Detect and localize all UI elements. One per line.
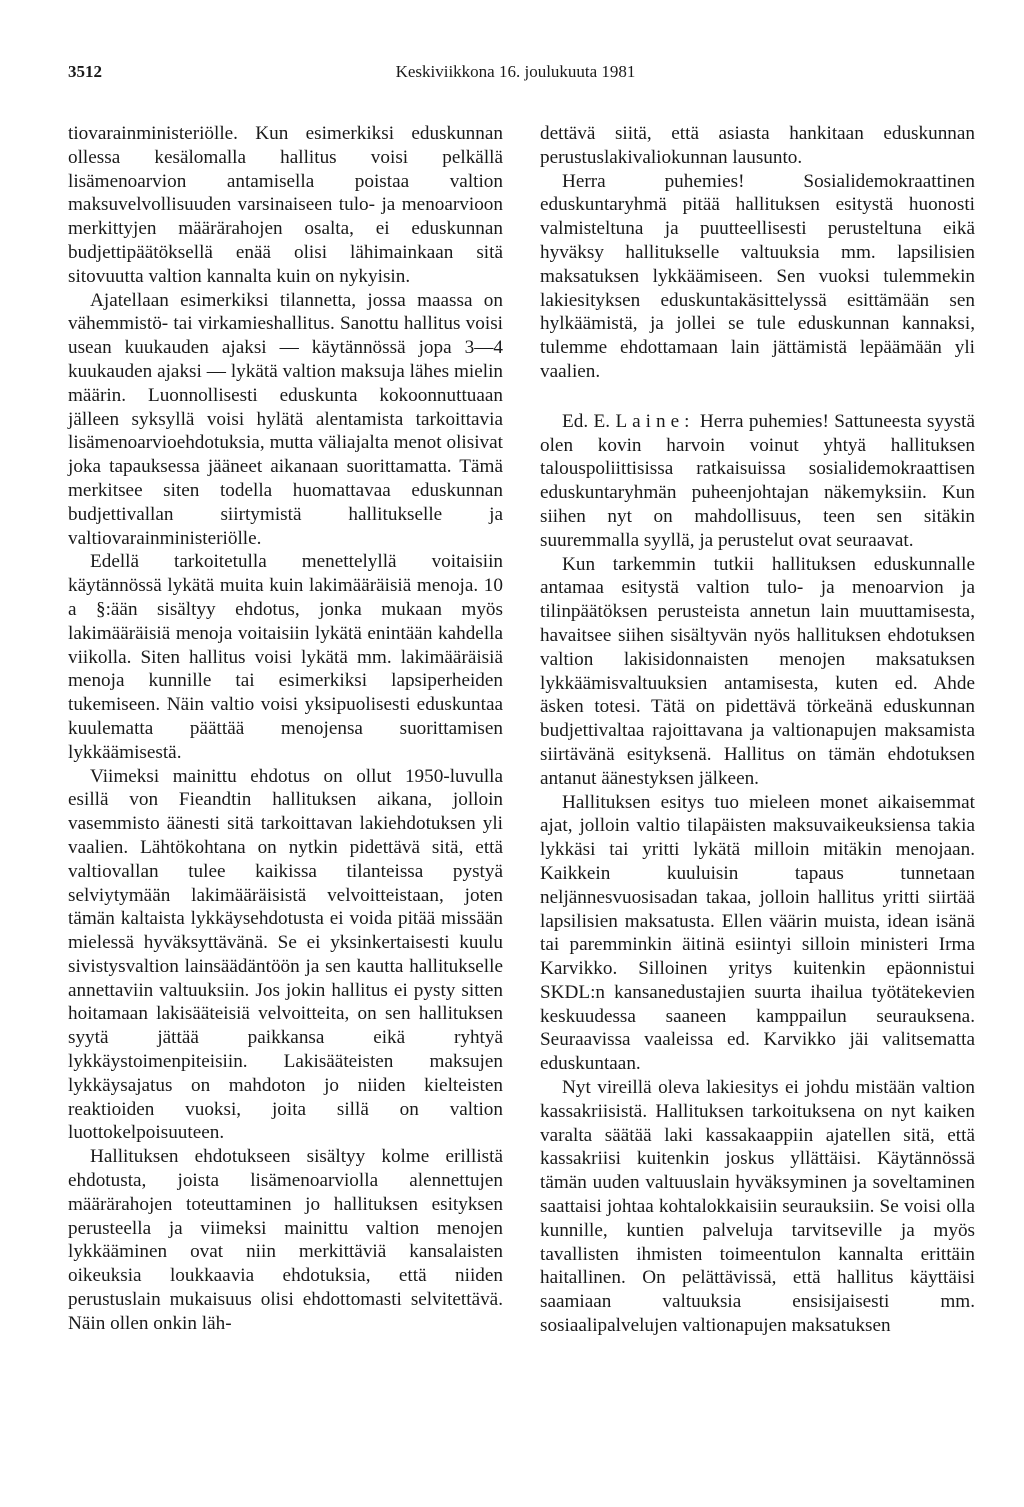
left-column [68,122,503,1336]
running-head: Keskiviikkona 16. joulukuuta 1981 [395,62,636,81]
page-header [68,62,963,90]
speaker-name: Laine: [615,410,695,432]
paragraph: dettävä siitä, että asiasta hankitaan eduskunnan perustuslakivaliokunnan lausunto. [540,123,975,168]
paragraph: Viimeksi mainittu ehdotus on ollut 1950-luvulla esillä von Fieandtin hallituksen aikana, jolloin vasemmisto äänesti sitä tarkoittavan lakiehdotuksen yli vaalien. Lähtökohtana on nytkin pidettävä sitä, että valtiovallan tulee kaikissa tilanteissa pystyä selviytymään lakimääräisistä velvoitteistaan, joten tämän kaltaista lykkäysehdotusta ei voida pitää missään mielessä hyväksyttävänä. Se ei yksinkertaisesti kuulu sivistysvaltion lainsäädäntöön ja sen kautta hallitukselle annettaviin valtuuksiin. Jos jokin hallitus ei pysty sitten hoitamaan lakisääteisiä velvoitteita, on sen hallituksen syytä jättää paikkansa eikä ryhtyä lykkäystoimenpiteisiin. Lakisääteisten maksujen lykkäysajatus on mahdoton jo niiden kielteisten reaktioiden vuoksi, joita sillä on valtion luottokelpoisuuteen. [68,765,503,1144]
paragraph: Ajatellaan esimerkiksi tilannetta, jossa maassa on vähemmistö- tai virkamieshallitus. Sanottu hallitus voisi usean kuukauden ajaksi — käytännössä jopa 3—4 kuukauden ajaksi — lykätä valtion maksuja lähes mielin määrin. Luonnollisesti eduskunta kokoonnuttuaan jälleen syksyllä voisi hylätä alentamista tarkoittavia lisämenoarvioehdotuksia, mutta väliajalta menot olisivat joka tapauksessa jääneet aikanaan suorittamatta. Tämä merkitsee siten todella huomattavaa eduskunnan budjettivallan siirtymistä hallitukselle ja valtiovarainministeriölle. [68,289,503,549]
speech-opening [540,410,975,553]
paragraph: Kun tarkemmin tutkii hallituksen eduskunnalle antamaa esitystä valtion tulo- ja menoarvion ja tilinpäätöksen perusteista annetun lain muuttamisesta, havaitsee siihen sisältyvän nyös hallituksen ehdotuksen valtion lakisidonnaisten menojen maksatuksen lykkäämisvaltuuksien antamisesta, kuten ed. Ahde äsken totesi. Tätä on pidettävä törkeänä eduskunnan budjettivaltaa rajoittavana ja valtionapujen maksamista siirtävänä esityksenä. Hallitus on tämän ehdotuksen antanut äänestyksen jälkeen. [540,553,975,789]
paragraph: Edellä tarkoitetulla menettelyllä voitaisiin käytännössä lykätä muita kuin lakimääräisiä menoja. 10 a §:ään sisältyy ehdotus, jonka mukaan myös lakimääräisiä menoja voitaisiin lykätä enintään kahdella viikolla. Siten hallitus voisi lykätä mm. lakimääräisiä menoja kunnille tai esimerkiksi lapsiperheiden tukemiseen. Näin valtio voisi yksipuolisesti eduskuntaa kuulematta päättää menojensa suorittamisen lykkäämisestä. [68,551,503,763]
speech-text: Herra puhemies! Sattuneesta syystä olen kovin harvoin voinut yhtyä hallituksen talouspoliittisissa ratkaisuissa sosialidemokraattisen eduskuntaryhmän puheenjohtajan näkemyksiin. Kun siihen nyt on mahdollisuus, teen sen sitäkin suuremmalla syyllä, ja perustelut ovat seuraavat. [540,410,976,551]
paragraph: Hallituksen esitys tuo mieleen monet aikaisemmat ajat, jolloin valtio tilapäisten maksuvaikeuksiensa takia lykkäsi tai yritti lykätä milloin mitäkin menojaan. Kaikkein kuuluisin tapaus tunnetaan neljännesvuosisadan takaa, jolloin hallitus yritti siirtää lapsilisien maksatusta. Ellen väärin muista, idean isänä tai paremminkin äitinä esiintyi silloin ministeri Irma Karvikko. Silloinen yritys kuitenkin epäonnistui SKDL:n kansanedustajien suurta ihailua työtätekevien keskuudessa saaneen kamppailun seurauksena. Seuraavissa vaaleissa ed. Karvikko jäi valitsematta eduskuntaan. [540,791,975,1075]
speaker-title: Ed. E. [562,410,611,432]
paragraph: Hallituksen ehdotukseen sisältyy kolme erillistä ehdotusta, joista lisämenoarviolla alennettujen määrärahojen toteuttaminen jo hallituksen esityksen perusteella ja viimeksi mainittu valtion menojen lykkääminen ovat niin merkittäviä kansalaisten oikeuksia loukkaavia ehdotuksia, että niiden perustuslain mukaisuus olisi ehdottomasti selvitettävä. Näin ollen onkin läh- [68,1146,503,1334]
paragraph: Herra puhemies! Sosialidemokraattinen eduskuntaryhmä pitää hallituksen esitystä huonosti valmisteltuna ja puutteellisesti perusteltuna eikä hyväksy hallitukselle valtuuksia mm. lapsilisien maksatuksen lykkäämiseen. Sen vuoksi tulemmekin lakiesityksen eduskuntakäsittelyssä esittämään sen hylkäämistä, ja jollei se tule eduskunnan kannaksi, tulemme ehdottamaan lain jättämistä lepäämään yli vaalien. [540,170,975,382]
paragraph: tiovarainministeriölle. Kun esimerkiksi eduskunnan ollessa kesälomalla hallitus voisi pelkällä lisämenoarvion antamisella poistaa valtion maksuvelvollisuuden varsinaiseen tulo- ja menoarvioon merkittyjen määrärahojen osalta, ei eduskunnan budjettipäätöksellä enää olisi lähimainkaan sitä sitovuutta valtion kannalta kuin on nykyisin. [68,123,503,287]
paragraph: Nyt vireillä oleva lakiesitys ei johdu mistään valtion kassakriisistä. Hallituksen tarkoituksena on nyt kaiken varalta säätää laki kassakaappiin ajatellen sitä, että kassakriisi kuitenkin joskus yllättäisi. Käytännössä tämän uuden valtuuslain hyväksyminen ja soveltaminen saattaisi johtaa kohtalokkaisiin seurauksiin. Se voisi olla kunnille, kuntien palveluja tarvitseville ja myös tavallisten ihmisten toimeentulon kannalta erittäin haitallinen. On pelättävissä, että hallitus käyttäisi saamiaan valtuuksia ensisijaisesti mm. sosiaalipalvelujen valtionapujen maksatuksen [540,1077,975,1337]
right-column [540,122,975,1338]
page-number: 3512 [68,62,102,81]
